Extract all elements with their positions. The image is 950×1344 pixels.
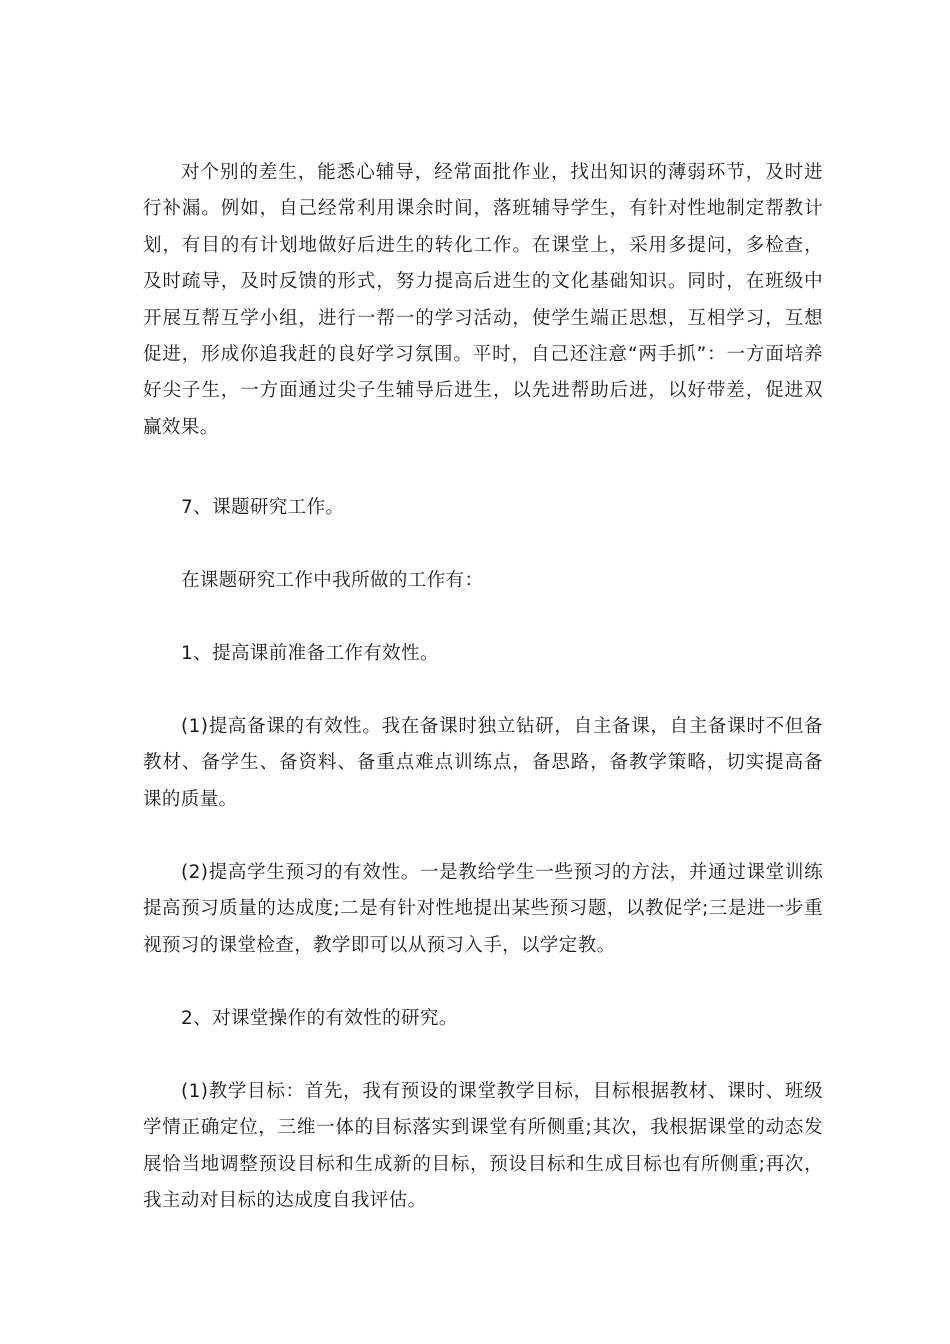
paragraph-student-preview: (2)提高学生预习的有效性。一是教给学生一些预习的方法，并通过课堂训练提高预习质量的达成度;二是有针对性地提出某些预习题，以教促学;三是进一步重视预习的课堂检查，教学即可以从预习入手，以学定教。 [143,862,823,956]
paragraph-teaching-objectives: (1)教学目标：首先，我有预设的课堂教学目标，目标根据教材、课时、班级学情正确定位，三维一体的目标落实到课堂有所侧重;其次，我根据课堂的动态发展恰当地调整预设目标和生成新的目标，预设目标和生成目标也有所侧重;再次，我主动对目标的达成度自我评估。 [143,1081,823,1212]
heading-research-work: 7、课题研究工作。 [181,497,345,518]
heading-preparation-effectiveness: 1、提高课前准备工作有效性。 [181,643,439,664]
paragraph-research-intro: 在课题研究工作中我所做的工作有： [181,570,484,591]
heading-classroom-operation: 2、对课堂操作的有效性的研究。 [181,1008,458,1029]
paragraph-lesson-planning: (1)提高备课的有效性。我在备课时独立钻研，自主备课，自主备课时不但备教材、备学生、备资料、备重点难点训练点，备思路，备教学策略，切实提高备课的质量。 [143,716,823,810]
paragraph-remedial-tutoring: 对个别的差生，能悉心辅导，经常面批作业，找出知识的薄弱环节，及时进行补漏。例如，自己经常利用课余时间，落班辅导学生，有针对性地制定帮教计划，有目的有计划地做好后进生的转化工作。在课堂上，采用多提问，多检查，及时疏导，及时反馈的形式，努力提高后进生的文化基础知识。同时，在班级中开展互帮互学小组，进行一帮一的学习活动，使学生端正思想，互相学习，互想促进，形成你追我赶的良好学习氛围。平时，自己还注意“两手抓”：一方面培养好尖子生，一方面通过尖子生辅导后进生，以先进帮助后进，以好带差，促进双赢效果。 [143,162,823,438]
